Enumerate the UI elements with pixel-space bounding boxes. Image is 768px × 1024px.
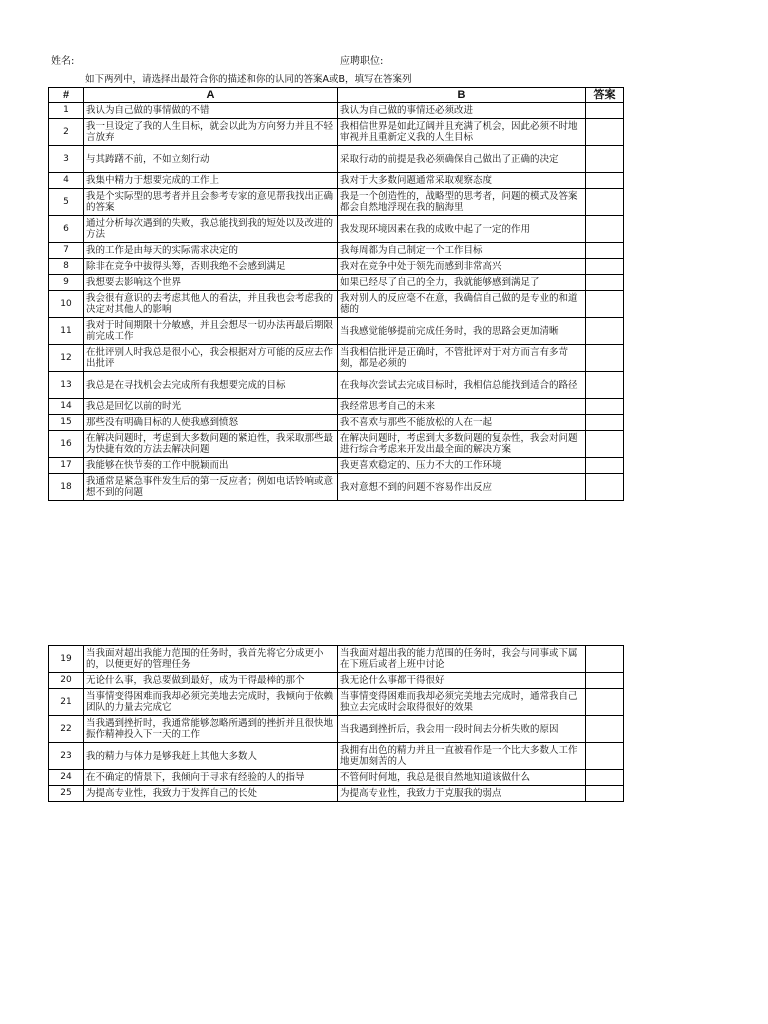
option-a-cell: 我认为自己做的事情做的不错	[84, 103, 338, 119]
table-row	[49, 415, 624, 431]
option-b-cell: 当我感觉能够提前完成任务时，我的思路会更加清晰	[338, 318, 586, 345]
row-number: 24	[49, 770, 84, 786]
option-b-cell: 为提高专业性，我致力于克服我的弱点	[338, 786, 586, 802]
table-row	[49, 689, 624, 716]
option-a-cell: 无论什么事，我总要做到最好，成为干得最棒的那个	[84, 673, 338, 689]
table-row	[49, 431, 624, 458]
row-number: 5	[49, 189, 84, 216]
answer-cell[interactable]	[586, 474, 624, 501]
answer-cell[interactable]	[586, 786, 624, 802]
answer-cell[interactable]	[586, 372, 624, 399]
table-header-row	[49, 88, 624, 103]
option-b-cell: 不管何时何地，我总是很自然地知道该做什么	[338, 770, 586, 786]
table-row	[49, 345, 624, 372]
row-number: 12	[49, 345, 84, 372]
option-b-cell: 我每周都为自己制定一个工作目标	[338, 243, 586, 259]
option-a-cell: 当我遇到挫折时，我通常能够忽略所遇到的挫折并且很快地振作精神投入下一天的工作	[84, 716, 338, 743]
row-number: 11	[49, 318, 84, 345]
answer-cell[interactable]	[586, 689, 624, 716]
table-row	[49, 646, 624, 673]
option-a-cell: 在不确定的情景下，我倾向于寻求有经验的人的指导	[84, 770, 338, 786]
table-row	[49, 259, 624, 275]
answer-cell[interactable]	[586, 173, 624, 189]
answer-cell[interactable]	[586, 431, 624, 458]
option-a-cell: 那些没有明确目标的人使我感到愤怒	[84, 415, 338, 431]
option-a-cell: 我想要去影响这个世界	[84, 275, 338, 291]
option-a-cell: 我的精力与体力是够我赶上其他大多数人	[84, 743, 338, 770]
option-a-cell: 我总是在寻找机会去完成所有我想要完成的目标	[84, 372, 338, 399]
position-label: 应聘职位:	[340, 56, 384, 67]
row-number: 2	[49, 119, 84, 146]
option-b-cell: 我相信世界是如此辽阔并且充满了机会，因此必须不时地审视并且重新定义我的人生目标	[338, 119, 586, 146]
answer-cell[interactable]	[586, 415, 624, 431]
row-number: 20	[49, 673, 84, 689]
row-number: 22	[49, 716, 84, 743]
answer-cell[interactable]	[586, 103, 624, 119]
row-number: 16	[49, 431, 84, 458]
answer-cell[interactable]	[586, 743, 624, 770]
answer-cell[interactable]	[586, 646, 624, 673]
option-b-cell: 我无论什么事都干得很好	[338, 673, 586, 689]
table-row	[49, 743, 624, 770]
option-a-cell: 我总是回忆以前的时光	[84, 399, 338, 415]
table-row	[49, 786, 624, 802]
name-label: 姓名:	[51, 56, 75, 67]
option-b-cell: 在我每次尝试去完成目标时，我相信总能找到适合的路径	[338, 372, 586, 399]
answer-cell[interactable]	[586, 275, 624, 291]
option-b-cell: 采取行动的前提是我必须确保自己做出了正确的决定	[338, 146, 586, 173]
option-a-cell: 我通常是紧急事件发生后的第一反应者；例如电话铃响或意想不到的问题	[84, 474, 338, 501]
answer-cell[interactable]	[586, 189, 624, 216]
answer-cell[interactable]	[586, 716, 624, 743]
column-header-answer: 答案	[586, 88, 624, 103]
answer-cell[interactable]	[586, 770, 624, 786]
row-number: 10	[49, 291, 84, 318]
table-row	[49, 673, 624, 689]
option-b-cell: 我不喜欢与那些不能放松的人在一起	[338, 415, 586, 431]
table-row	[49, 291, 624, 318]
option-b-cell: 我更喜欢稳定的、压力不大的工作环境	[338, 458, 586, 474]
option-a-cell: 当我面对超出我能力范围的任务时，我首先将它分成更小的，以便更好的管理任务	[84, 646, 338, 673]
row-number: 4	[49, 173, 84, 189]
answer-cell[interactable]	[586, 259, 624, 275]
table-row	[49, 318, 624, 345]
instruction-text: 如下两列中，请选择出最符合你的描述和你的认同的答案A或B，填写在答案列	[85, 74, 412, 85]
questionnaire-table	[48, 87, 624, 501]
row-number: 9	[49, 275, 84, 291]
row-number: 18	[49, 474, 84, 501]
option-b-cell: 我对在竞争中处于领先而感到非常高兴	[338, 259, 586, 275]
option-a-cell: 除非在竞争中拔得头筹，否则我绝不会感到满足	[84, 259, 338, 275]
questionnaire-table-continued	[48, 645, 624, 802]
option-a-cell: 我一旦设定了我的人生目标，就会以此为方向努力并且不轻言放弃	[84, 119, 338, 146]
column-header-b: B	[338, 88, 586, 103]
row-number: 25	[49, 786, 84, 802]
row-number: 23	[49, 743, 84, 770]
table-row	[49, 103, 624, 119]
option-a-cell: 在批评别人时我总是很小心，我会根据对方可能的反应去作出批评	[84, 345, 338, 372]
table-row	[49, 243, 624, 259]
answer-cell[interactable]	[586, 291, 624, 318]
answer-cell[interactable]	[586, 318, 624, 345]
option-b-cell: 我拥有出色的精力并且一直被看作是一个比大多数人工作地更加刻苦的人	[338, 743, 586, 770]
option-a-cell: 我会很有意识的去考虑其他人的看法，并且我也会考虑我的决定对其他人的影响	[84, 291, 338, 318]
table-row	[49, 275, 624, 291]
row-number: 17	[49, 458, 84, 474]
row-number: 21	[49, 689, 84, 716]
answer-cell[interactable]	[586, 243, 624, 259]
option-b-cell: 当我相信批评是正确时，不管批评对于对方而言有多苛刻，都是必须的	[338, 345, 586, 372]
option-a-cell: 我是个实际型的思考者并且会参考专家的意见帮我找出正确的答案	[84, 189, 338, 216]
table-row	[49, 189, 624, 216]
option-b-cell: 我认为自己做的事情还必须改进	[338, 103, 586, 119]
answer-cell[interactable]	[586, 216, 624, 243]
option-a-cell: 我的工作是由每天的实际需求决定的	[84, 243, 338, 259]
row-number: 19	[49, 646, 84, 673]
table-row	[49, 146, 624, 173]
table-row	[49, 216, 624, 243]
row-number: 6	[49, 216, 84, 243]
table-row	[49, 372, 624, 399]
answer-cell[interactable]	[586, 345, 624, 372]
option-a-cell: 在解决问题时，考虑到大多数问题的紧迫性，我采取那些最为快捷有效的方法去解决问题	[84, 431, 338, 458]
table-row	[49, 770, 624, 786]
option-a-cell: 通过分析每次遇到的失败，我总能找到我的短处以及改进的方法	[84, 216, 338, 243]
option-b-cell: 当我遇到挫折后，我会用一段时间去分析失败的原因	[338, 716, 586, 743]
option-b-cell: 当事情变得困难而我却必须完美地去完成时，通常我自己独立去完成时会取得很好的效果	[338, 689, 586, 716]
row-number: 8	[49, 259, 84, 275]
answer-cell[interactable]	[586, 119, 624, 146]
option-a-cell: 我集中精力于想要完成的工作上	[84, 173, 338, 189]
row-number: 1	[49, 103, 84, 119]
table-row	[49, 458, 624, 474]
answer-cell[interactable]	[586, 146, 624, 173]
answer-cell[interactable]	[586, 673, 624, 689]
option-b-cell: 我对于大多数问题通常采取观察态度	[338, 173, 586, 189]
option-b-cell: 我对别人的反应毫不在意，我确信自己做的是专业的和道德的	[338, 291, 586, 318]
table-row	[49, 119, 624, 146]
option-a-cell: 当事情变得困难而我却必须完美地去完成时，我倾向于依赖团队的力量去完成它	[84, 689, 338, 716]
row-number: 3	[49, 146, 84, 173]
option-a-cell: 我对于时间期限十分敏感，并且会想尽一切办法再最后期限前完成工作	[84, 318, 338, 345]
option-b-cell: 当我面对超出我的能力范围的任务时，我会与同事或下属在下班后或者上班中讨论	[338, 646, 586, 673]
row-number: 15	[49, 415, 84, 431]
table-row	[49, 716, 624, 743]
table-row	[49, 474, 624, 501]
answer-cell[interactable]	[586, 399, 624, 415]
answer-cell[interactable]	[586, 458, 624, 474]
option-b-cell: 在解决问题时，考虑到大多数问题的复杂性，我会对问题进行综合考虑来开发出最全面的解决方案	[338, 431, 586, 458]
option-a-cell: 与其踌躇不前，不如立刻行动	[84, 146, 338, 173]
option-a-cell: 为提高专业性，我致力于发挥自己的长处	[84, 786, 338, 802]
option-a-cell: 我能够在快节奏的工作中脱颖而出	[84, 458, 338, 474]
option-b-cell: 我发现环境因素在我的成败中起了一定的作用	[338, 216, 586, 243]
option-b-cell: 我经常思考自己的未来	[338, 399, 586, 415]
row-number: 14	[49, 399, 84, 415]
option-b-cell: 我对意想不到的问题不容易作出反应	[338, 474, 586, 501]
row-number: 7	[49, 243, 84, 259]
column-header-number: #	[49, 88, 84, 103]
column-header-a: A	[84, 88, 338, 103]
table-row	[49, 399, 624, 415]
option-b-cell: 如果已经尽了自己的全力，我就能够感到满足了	[338, 275, 586, 291]
option-b-cell: 我是一个创造性的，战略型的思考者，问题的模式及答案都会自然地浮现在我的脑海里	[338, 189, 586, 216]
table-row	[49, 173, 624, 189]
row-number: 13	[49, 372, 84, 399]
